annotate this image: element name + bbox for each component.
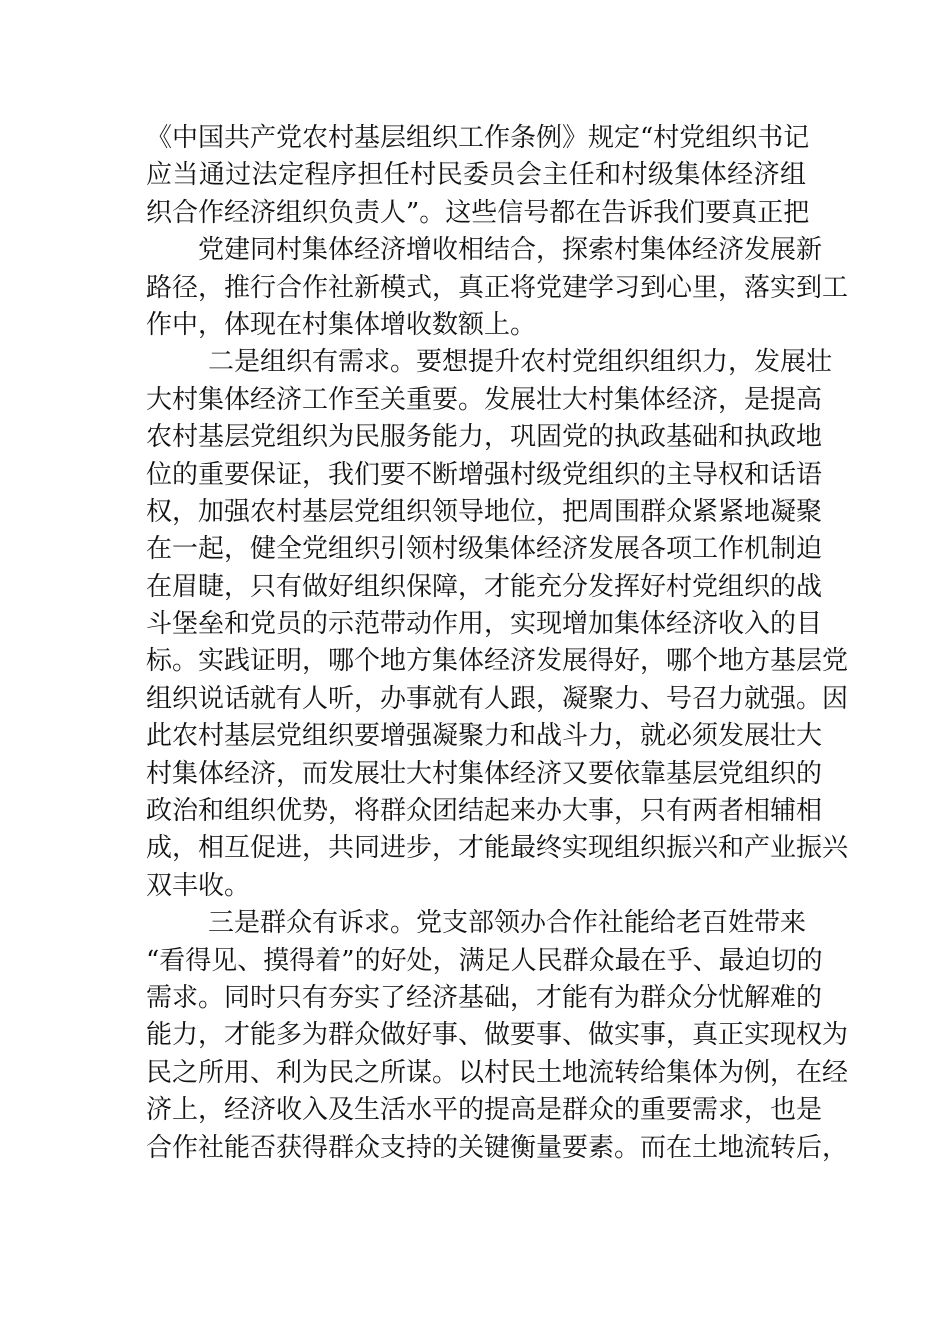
- text-line: 三是群众有诉求。党支部领办合作社能给老百姓带来: [208, 908, 807, 939]
- text-line: 农村基层党组织为民服务能力，巩固党的执政基础和执政地: [146, 422, 823, 453]
- text-line: 民之所用、利为民之所谋。以村民土地流转给集体为例，在经: [146, 1057, 849, 1088]
- text-line: 应当通过法定程序担任村民委员会主任和村级集体经济组: [146, 160, 806, 191]
- text-line: “看得见、摸得着”的好处，满足人民群众最在乎、最迫切的: [146, 945, 823, 976]
- text-line: 二是组织有需求。要想提升农村党组织组织力，发展壮: [208, 347, 833, 378]
- text-line: 路径，推行合作社新模式，真正将党建学习到心里，落实到工: [146, 272, 849, 303]
- text-line: 双丰收。: [146, 870, 251, 901]
- text-line: 斗堡垒和党员的示范带动作用，实现增加集体经济收入的目: [146, 609, 823, 640]
- text-line: 村集体经济，而发展壮大村集体经济又要依靠基层党组织的: [146, 758, 823, 789]
- text-line: 需求。同时只有夯实了经济基础，才能有为群众分忧解难的: [146, 982, 823, 1013]
- body-text: [146, 120, 849, 1167]
- text-line: 在眉睫，只有做好组织保障，才能充分发挥好村党组织的战: [146, 571, 823, 602]
- text-line: 党建同村集体经济增收相结合，探索村集体经济发展新: [198, 235, 823, 266]
- text-line: 合作社能否获得群众支持的关键衡量要素。而在土地流转后，: [146, 1132, 849, 1163]
- text-line: 成，相互促进，共同进步，才能最终实现组织振兴和产业振兴: [146, 833, 849, 864]
- text-line: 能力，才能多为群众做好事、做要事、做实事，真正实现权为: [146, 1020, 849, 1051]
- text-line: 在一起，健全党组织引领村级集体经济发展各项工作机制迫: [146, 534, 823, 565]
- text-line: 《中国共产党农村基层组织工作条例》规定“村党组织书记: [146, 123, 810, 153]
- text-line: 作中，体现在村集体增收数额上。: [146, 309, 537, 340]
- text-line: 权，加强农村基层党组织领导地位，把周围群众紧紧地凝聚: [146, 496, 823, 527]
- text-line: 济上，经济收入及生活水平的提高是群众的重要需求，也是: [146, 1095, 823, 1126]
- text-line: 位的重要保证，我们要不断增强村级党组织的主导权和话语: [146, 459, 823, 490]
- text-line: 政治和组织优势，将群众团结起来办大事，只有两者相辅相: [146, 796, 823, 827]
- text-line: 织合作经济组织负责人”。这些信号都在告诉我们要真正把: [146, 197, 810, 228]
- text-line: 此农村基层党组织要增强凝聚力和战斗力，就必须发展壮大: [146, 721, 823, 752]
- text-line: 大村集体经济工作至关重要。发展壮大村集体经济，是提高: [146, 384, 823, 415]
- text-line: 标。实践证明，哪个地方集体经济发展得好，哪个地方基层党: [146, 646, 849, 677]
- text-line: 组织说话就有人听，办事就有人跟，凝聚力、号召力就强。因: [146, 683, 849, 714]
